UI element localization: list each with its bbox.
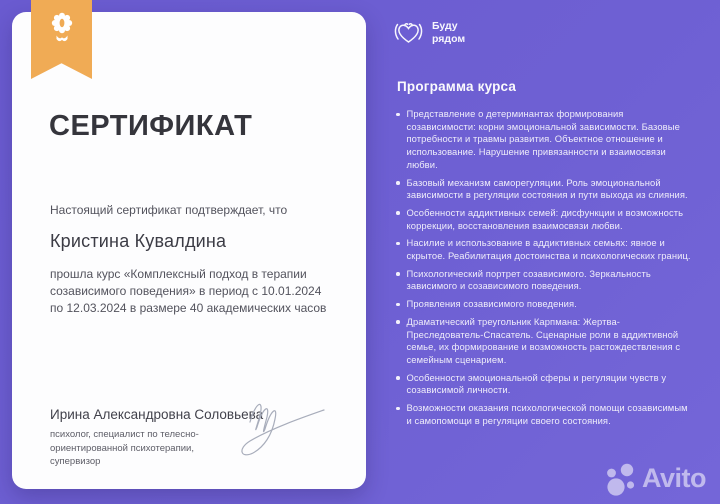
- program-item-text: Базовый механизм саморегуляции. Роль эмоциональной зависимости в регуляции состояния и пути выхода из слияния.: [406, 176, 688, 201]
- program-item: [396, 372, 692, 397]
- program-item-text: Насилие и использование в аддиктивных семьях: явное и скрытое. Реабилитация достоинства и психологических границ.: [406, 237, 691, 262]
- program-item: [396, 402, 692, 427]
- brand-name-line1: Буду: [432, 20, 458, 32]
- bullet-dot: [396, 376, 400, 380]
- program-item-text: Особенности аддиктивных семей: дисфункции и возможность коррекции, восстановления взаимосвязи любви.: [406, 206, 684, 231]
- bullet-dot: [396, 407, 400, 411]
- program-item-text: Особенности эмоциональной сферы и регуляции чувств у созависимой личности.: [406, 371, 667, 396]
- bullet-dot: [396, 303, 400, 307]
- program-item: [396, 316, 692, 367]
- avito-watermark: [602, 460, 706, 496]
- medal-icon: [49, 11, 75, 45]
- certificate-title: СЕРТИФИКАТ: [49, 110, 253, 142]
- signer-role: психолог, специалист по телесно-ориентированной психотерапии, супервизор: [50, 429, 199, 467]
- program-item-text: Представление о детерминантах формирования созависимости: корни эмоциональной зависимости. Базовые потребности и травмы развития. Объектное отношение и использование. Нарушение привязанности и взаимосвязи любви.: [406, 108, 680, 170]
- brand-name-line2: рядом: [432, 32, 466, 45]
- program-item: [396, 108, 692, 172]
- avito-wordmark: Avito: [642, 462, 706, 493]
- program-item-text: Драматический треугольник Карпмана: Жертва-Преследователь-Спасатель. Сценарные роли в аддиктивной семье, их формирование и возможность растождествления с семейным сценарием.: [406, 315, 681, 365]
- program-item: [396, 237, 692, 262]
- program-item-text: Проявления созависимого поведения.: [406, 298, 577, 310]
- program-item: [396, 298, 692, 311]
- bullet-dot: [396, 181, 400, 185]
- certificate-card: [12, 12, 366, 489]
- program-list: [396, 108, 692, 432]
- avito-logo-icon: [602, 460, 638, 496]
- recipient-name: Кристина Кувалдина: [50, 231, 227, 251]
- program-item-text: Психологический портрет созависимого. Зеркальность зависимого и созависимого поведения.: [406, 267, 651, 292]
- program-heading: Программа курса: [397, 79, 517, 94]
- certificate-intro-text: Настоящий сертификат подтверждает, что: [50, 203, 288, 217]
- course-description: прошла курс «Комплексный подход в терапии созависимого поведения» в период с 10.01.2024 по 12.03.2024 в размере 40 академических часов: [50, 267, 327, 315]
- signer-name: Ирина Александровна Соловьева: [50, 407, 264, 422]
- bullet-dot: [396, 272, 400, 276]
- program-item-text: Возможности оказания психологической помощи созависимым и самопомощи в регуляции своего состояния.: [406, 402, 688, 426]
- bullet-dot: [396, 113, 400, 117]
- bullet-dot: [396, 211, 400, 215]
- program-item: [396, 268, 692, 293]
- brand-logo: [392, 16, 465, 49]
- hands-heart-icon: [392, 16, 425, 49]
- program-item: [396, 177, 692, 202]
- bullet-dot: [396, 242, 400, 246]
- bullet-dot: [396, 320, 400, 324]
- signature: [222, 387, 347, 472]
- program-item: [396, 207, 692, 232]
